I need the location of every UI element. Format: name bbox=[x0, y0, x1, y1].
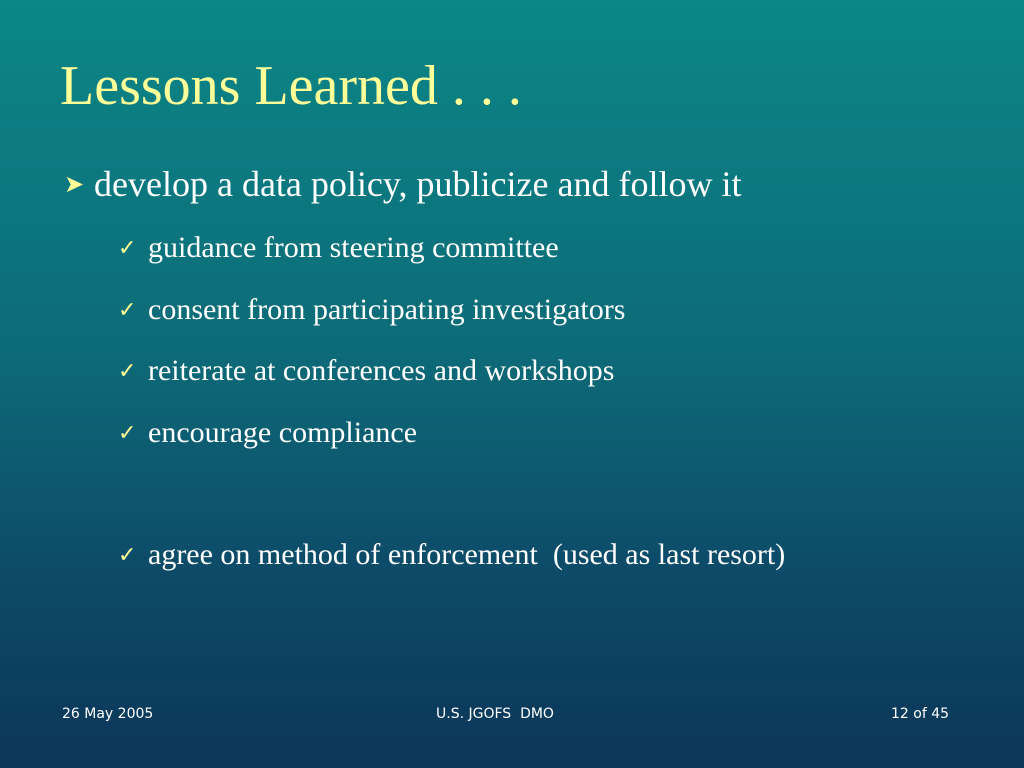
footer-center: U.S. JGOFS DMO bbox=[436, 706, 554, 722]
footer-page-number: 12 of 45 bbox=[891, 706, 950, 722]
checkmark-icon: ✓ bbox=[118, 235, 137, 261]
sub-bullet bbox=[118, 295, 625, 325]
sub-bullet bbox=[118, 418, 417, 448]
sub-bullet-text: guidance from steering committee bbox=[148, 231, 559, 264]
sub-bullet bbox=[118, 356, 614, 386]
checkmark-icon: ✓ bbox=[118, 358, 137, 384]
checkmark-icon: ✓ bbox=[118, 297, 137, 323]
slide-title: Lessons Learned . . . bbox=[60, 55, 522, 117]
sub-bullet bbox=[118, 540, 785, 570]
main-bullet-text: develop a data policy, publicize and follow it bbox=[94, 164, 742, 204]
sub-bullet-text: reiterate at conferences and workshops bbox=[148, 354, 615, 387]
sub-bullet-text: encourage compliance bbox=[148, 416, 418, 449]
checkmark-icon: ✓ bbox=[118, 420, 137, 446]
main-bullet bbox=[64, 166, 741, 202]
sub-bullet-text: consent from participating investigators bbox=[148, 293, 626, 326]
sub-bullet bbox=[118, 233, 559, 263]
arrow-bullet-icon: ➤ bbox=[64, 170, 85, 198]
footer-date: 26 May 2005 bbox=[62, 706, 154, 722]
sub-bullet-text: agree on method of enforcement (used as last resort) bbox=[148, 538, 786, 571]
checkmark-icon: ✓ bbox=[118, 542, 137, 568]
